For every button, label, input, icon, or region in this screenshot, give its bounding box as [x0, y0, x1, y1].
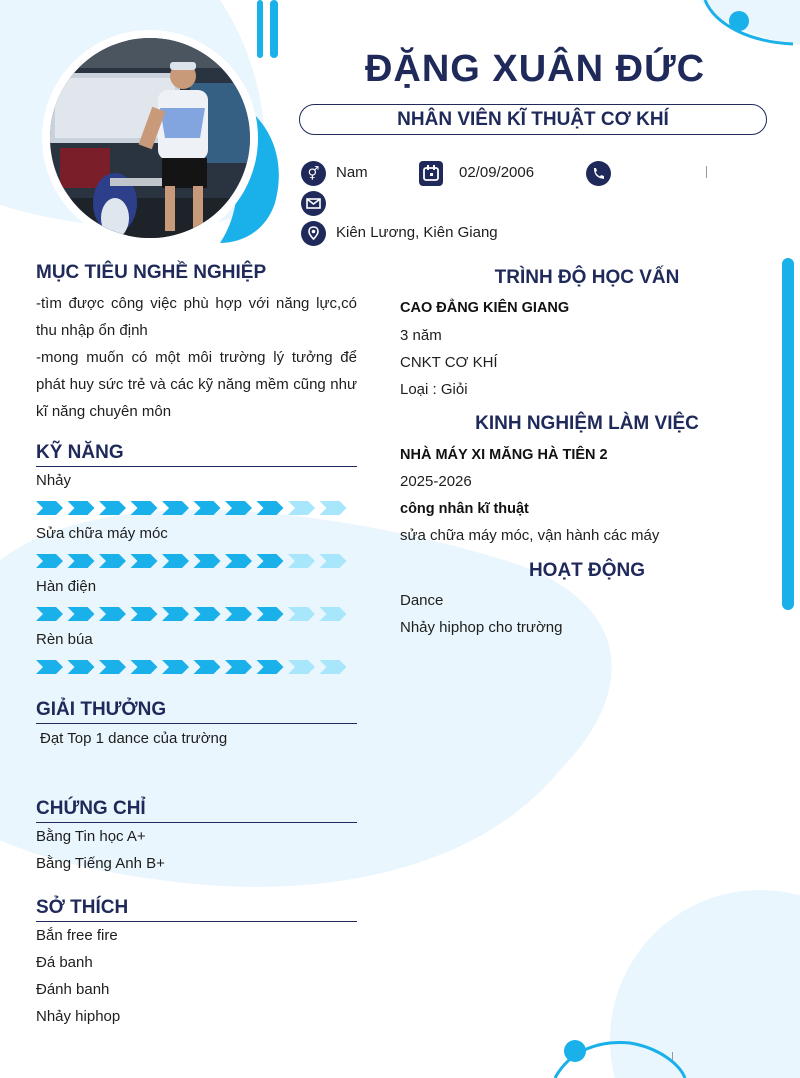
skill-chevron	[257, 501, 284, 515]
skill-name: Sửa chữa máy móc	[36, 525, 168, 542]
awards-heading: GIẢI THƯỞNG	[36, 699, 357, 724]
skill-chevron	[320, 607, 347, 621]
skill-chevron	[288, 607, 315, 621]
skill-chevron	[257, 554, 284, 568]
skill-chevron	[68, 660, 95, 674]
skill-chevron	[288, 660, 315, 674]
experience-heading: KINH NGHIỆM LÀM VIỆC	[475, 413, 699, 434]
skill-chevron	[162, 554, 189, 568]
education-school: CAO ĐẲNG KIÊN GIANG	[400, 300, 570, 316]
skill-name: Nhảy	[36, 472, 72, 489]
skill-chevron	[225, 501, 252, 515]
skill-level-bar	[36, 554, 356, 568]
skills-heading: KỸ NĂNG	[36, 442, 357, 467]
objective-line: -tìm được công việc phù hợp với năng lực,có thu nhập ổn định	[36, 295, 357, 339]
skill-chevron	[257, 660, 284, 674]
skill-chevron	[99, 607, 126, 621]
birthday-value: 02/09/2006	[459, 164, 535, 181]
skill-name: Hàn điện	[36, 578, 97, 595]
hobby-item: Đá banh	[36, 954, 93, 971]
objective-text	[36, 290, 357, 425]
activity-item: Nhảy hiphop cho trường	[400, 619, 563, 636]
location-icon	[301, 221, 326, 246]
skill-chevron	[225, 660, 252, 674]
hobby-item: Nhảy hiphop	[36, 1008, 121, 1025]
hobby-item: Đánh banh	[36, 981, 110, 998]
skill-chevron	[131, 660, 158, 674]
skill-chevron	[68, 607, 95, 621]
skill-chevron	[225, 554, 252, 568]
skill-chevron	[320, 501, 347, 515]
skill-chevron	[36, 501, 63, 515]
skill-chevron	[99, 501, 126, 515]
skill-chevron	[225, 607, 252, 621]
skill-chevron	[320, 660, 347, 674]
certificate-item: Bằng Tiếng Anh B+	[36, 855, 165, 872]
hobby-item: Bắn free fire	[36, 927, 118, 944]
skill-chevron	[320, 554, 347, 568]
skill-chevron	[68, 554, 95, 568]
skill-chevron	[99, 660, 126, 674]
calendar-icon	[419, 161, 443, 186]
certificates-heading: CHỨNG CHỈ	[36, 798, 357, 823]
education-heading: TRÌNH ĐỘ HỌC VẤN	[494, 267, 680, 288]
skill-chevron	[194, 660, 221, 674]
email-icon	[301, 191, 326, 216]
skill-chevron	[194, 607, 221, 621]
skill-chevron	[194, 554, 221, 568]
education-major: CNKT CƠ KHÍ	[400, 354, 498, 371]
skill-chevron	[36, 607, 63, 621]
hobbies-heading: SỞ THÍCH	[36, 897, 357, 922]
skill-level-bar	[36, 607, 356, 621]
experience-company: NHÀ MÁY XI MĂNG HÀ TIÊN 2	[400, 447, 608, 463]
skill-chevron	[131, 501, 158, 515]
education-grade: Loại : Giỏi	[400, 381, 468, 398]
avatar	[40, 28, 280, 248]
job-title: NHÂN VIÊN KĨ THUẬT CƠ KHÍ	[299, 104, 767, 135]
skill-chevron	[68, 501, 95, 515]
skill-chevron	[288, 501, 315, 515]
skill-level-bar	[36, 660, 356, 674]
certificate-item: Bằng Tin học A+	[36, 828, 146, 845]
skill-chevron	[162, 607, 189, 621]
skill-chevron	[162, 501, 189, 515]
education-duration: 3 năm	[400, 327, 442, 344]
skill-chevron	[131, 607, 158, 621]
skill-chevron	[288, 554, 315, 568]
skill-chevron	[257, 607, 284, 621]
phone-icon	[586, 161, 611, 186]
skill-chevron	[194, 501, 221, 515]
gender-icon: ⚥	[301, 161, 326, 186]
address-value: Kiên Lương, Kiên Giang	[336, 224, 498, 241]
skill-chevron	[36, 660, 63, 674]
experience-description: sửa chữa máy móc, vận hành các máy	[400, 527, 660, 544]
experience-position: công nhân kĩ thuật	[400, 501, 529, 517]
skill-level-bar	[36, 501, 356, 515]
candidate-name: ĐẶNG XUÂN ĐỨC	[364, 48, 706, 90]
skill-chevron	[162, 660, 189, 674]
skill-chevron	[36, 554, 63, 568]
objective-line: -mong muốn có một môi trường lý tưởng để phát huy sức trẻ và các kỹ năng mềm cũng như kĩ năng chuyên môn	[36, 349, 357, 420]
award-item: Đạt Top 1 dance của trường	[40, 730, 228, 747]
skill-chevron	[99, 554, 126, 568]
activities-heading: HOẠT ĐỘNG	[528, 560, 646, 581]
skill-chevron	[131, 554, 158, 568]
experience-period: 2025-2026	[400, 473, 472, 490]
objective-heading: MỤC TIÊU NGHỀ NGHIỆP	[36, 262, 267, 283]
gender-value: Nam	[336, 164, 368, 181]
skill-name: Rèn búa	[36, 631, 93, 648]
activity-item: Dance	[400, 592, 444, 609]
